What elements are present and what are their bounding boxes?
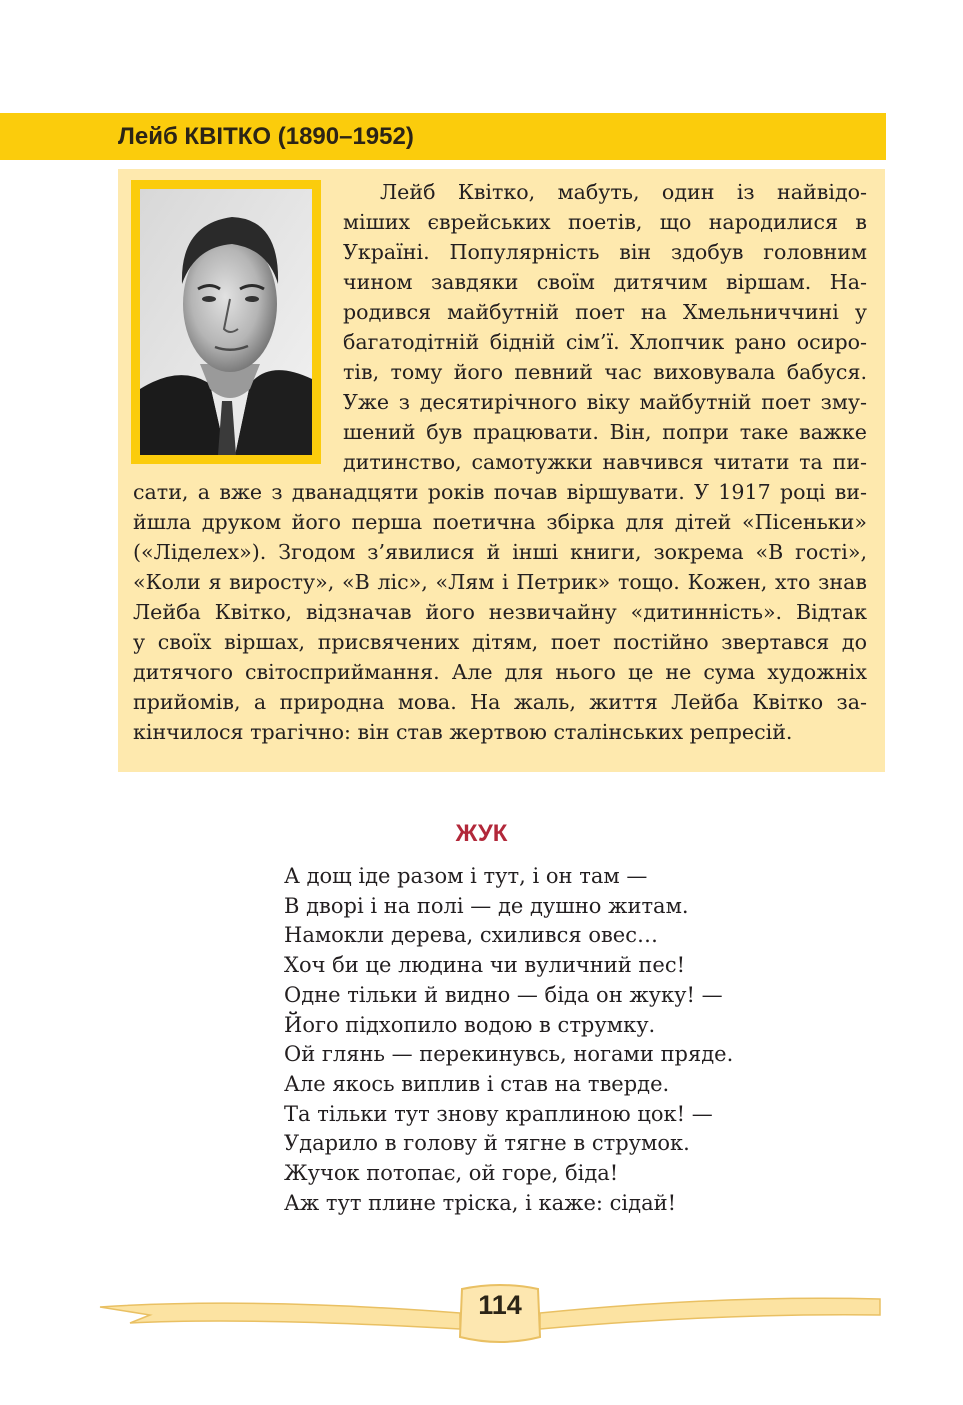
bio-line: Лейба Квітко, відзначав його незвичайну «дитинність». Відтак [133,600,867,624]
bio-line: чином завдяки своїм дитячим віршам. На- [343,270,867,294]
biography-text [133,177,867,747]
bio-line: йшла друком його перша поетична збірка для дітей «Пісеньки» [133,510,867,534]
bio-line: у своїх віршах, присвячених дітям, поет постійно звертався до [133,630,867,654]
poem-line: Його підхопило водою в струмку. [284,1012,656,1037]
bio-line: Уже з десятирічного віку майбутній поет зму- [343,390,867,414]
poem-line: Намокли дерева, схилився овес… [284,923,658,948]
poem-line: Та тільки тут знову краплиною цок! — [284,1101,713,1126]
poem-line: Аж тут плине тріска, і каже: сідай! [284,1190,677,1215]
bio-line: Україні. Популярність він здобув головним [343,240,867,264]
poem-line: Ой глянь — перекинувсь, ногами пряде. [284,1042,734,1067]
bio-line: «Коли я виросту», «В ліс», «Лям і Петрик» тощо. Кожен, хто знав [133,570,867,594]
poem-title: ЖУК [455,820,508,847]
bio-line: дитинство, самотужки навчився читати та пи- [343,450,867,474]
bio-line: («Ліделех»). Згодом з’явилися й інші книги, зокрема «В гості», [133,540,867,564]
poem-line: А дощ іде разом і тут, і он там — [284,864,648,888]
poem-line: В дворі і на полі — де душно житам. [284,893,689,918]
bio-line: багатодітній бідній сім’ї. Хлопчик рано осиро- [343,330,867,354]
poem-text [284,862,733,1218]
page-number: 114 [478,1290,522,1320]
bio-line: кінчилося трагічно: він став жертвою сталінських репресій. [133,720,793,744]
bio-line: міших єврейських поетів, що народилися в [343,210,867,234]
bio-line: шений був працювати. Він, попри таке важке [343,420,867,444]
poem-line: Одне тільки й видно — біда он жуку! — [284,982,723,1007]
author-heading: Лейб КВІТКО (1890–1952) [118,123,414,150]
bio-line: родився майбутній поет на Хмельниччині у [343,300,867,324]
bio-line: Лейб Квітко, мабуть, один із найвідо- [380,180,867,204]
poem-line: Хоч би це людина чи вуличний пес! [284,953,686,978]
bio-line: прийомів, а природна мова. На жаль, життя Лейба Квітко за- [133,690,867,714]
bio-line: дитячого світосприймання. Але для нього це не сума художніх [133,660,867,684]
bio-line: сати, а вже з дванадцяти років почав віршувати. У 1917 році ви- [133,480,867,504]
bio-line: тів, тому його певний час виховувала бабуся. [343,360,867,384]
poem-line: Жучок потопає, ой горе, біда! [284,1161,619,1186]
poem-line: Але якось виплив і став на тверде. [284,1071,670,1096]
poem-line: Ударило в голову й тягне в струмок. [284,1131,690,1156]
